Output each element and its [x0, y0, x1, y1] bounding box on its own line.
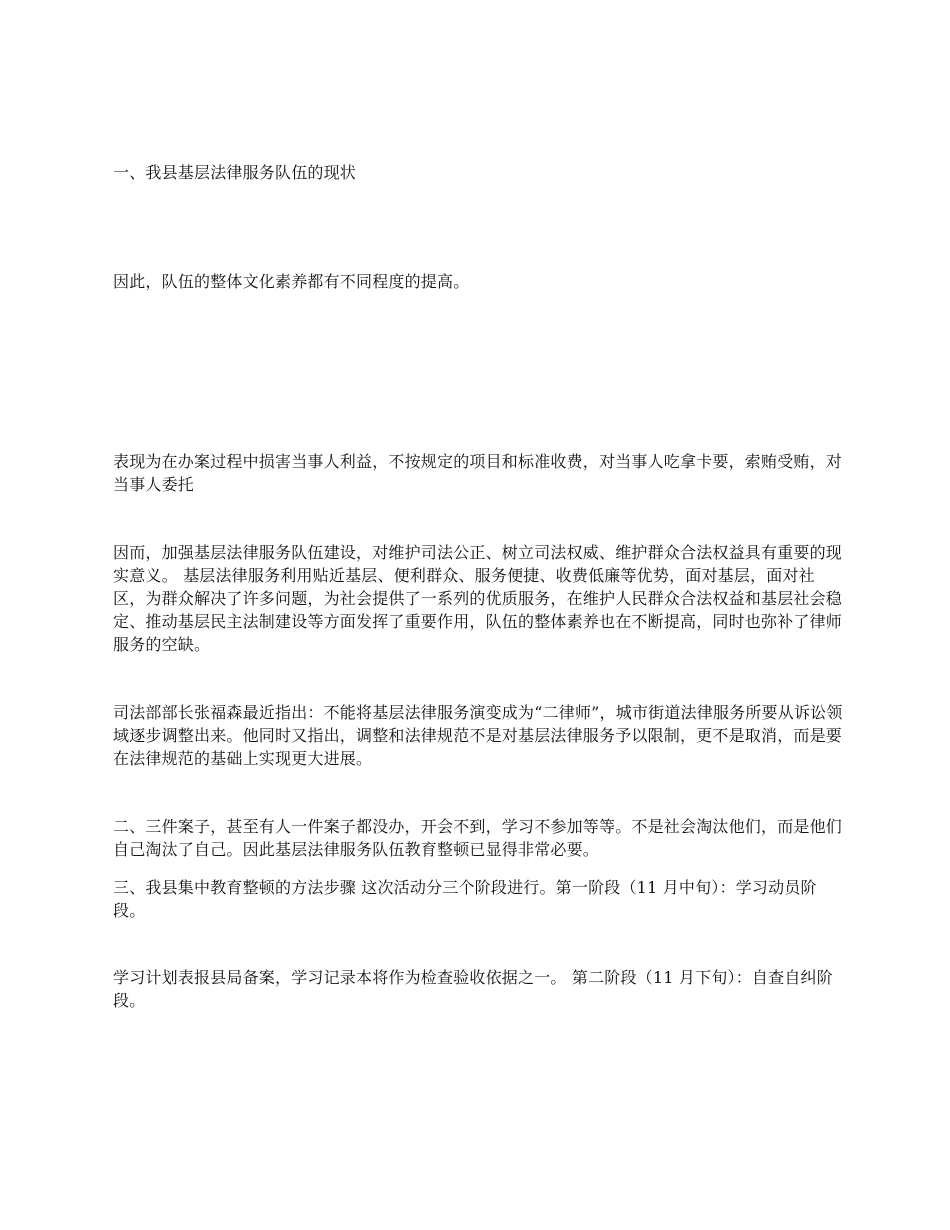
paragraph-significance: 因而，加强基层法律服务队伍建设，对维护司法公正、树立司法权威、维护群众合法权益具有重要的现实意义。 基层法律服务利用贴近基层、便利群众、服务便捷、收费低廉等优势，面对基层，面对社区，为群众解决了许多问题，为社会提供了一系列的优质服务，在维护人民群众合法权益和基层社会稳定、推动基层民主法制建设等方面发挥了重要作用，队伍的整体素养也在不断提高，同时也弥补了律师服务的空缺。: [113, 543, 843, 654]
paragraph-education-level: 因此，队伍的整体文化素养都有不同程度的提高。: [113, 272, 470, 291]
section-heading-1: 一、我县基层法律服务队伍的现状: [113, 163, 357, 182]
section-heading-3-paragraph: 三、我县集中教育整顿的方法步骤 这次活动分三个阶段进行。第一阶段（11 月中旬）：学习动员阶段。: [113, 878, 817, 920]
paragraph-minister-remarks: 司法部部长张福森最近指出：不能将基层法律服务演变成为“二律师”，城市街道法律服务所要从诉讼领域逐步调整出来。他同时又指出，调整和法律规范不是对基层法律服务予以限制，更不是取消，而是要在法律规范的基础上实现更大进展。: [113, 703, 843, 768]
section-heading-2-paragraph: 二、三件案子，甚至有人一件案子都没办，开会不到，学习不参加等等。不是社会淘汰他们，而是他们自己淘汰了自己。因此基层法律服务队伍教育整顿已显得非常必要。: [113, 817, 843, 859]
paragraph-misconduct: 表现为在办案过程中损害当事人利益，不按规定的项目和标准收费，对当事人吃拿卡要，索贿受贿，对当事人委托: [113, 452, 843, 494]
paragraph-stage-two: 学习计划表报县局备案，学习记录本将作为检查验收依据之一。 第二阶段（11 月下旬）：自查自纠阶段。: [113, 968, 833, 1010]
